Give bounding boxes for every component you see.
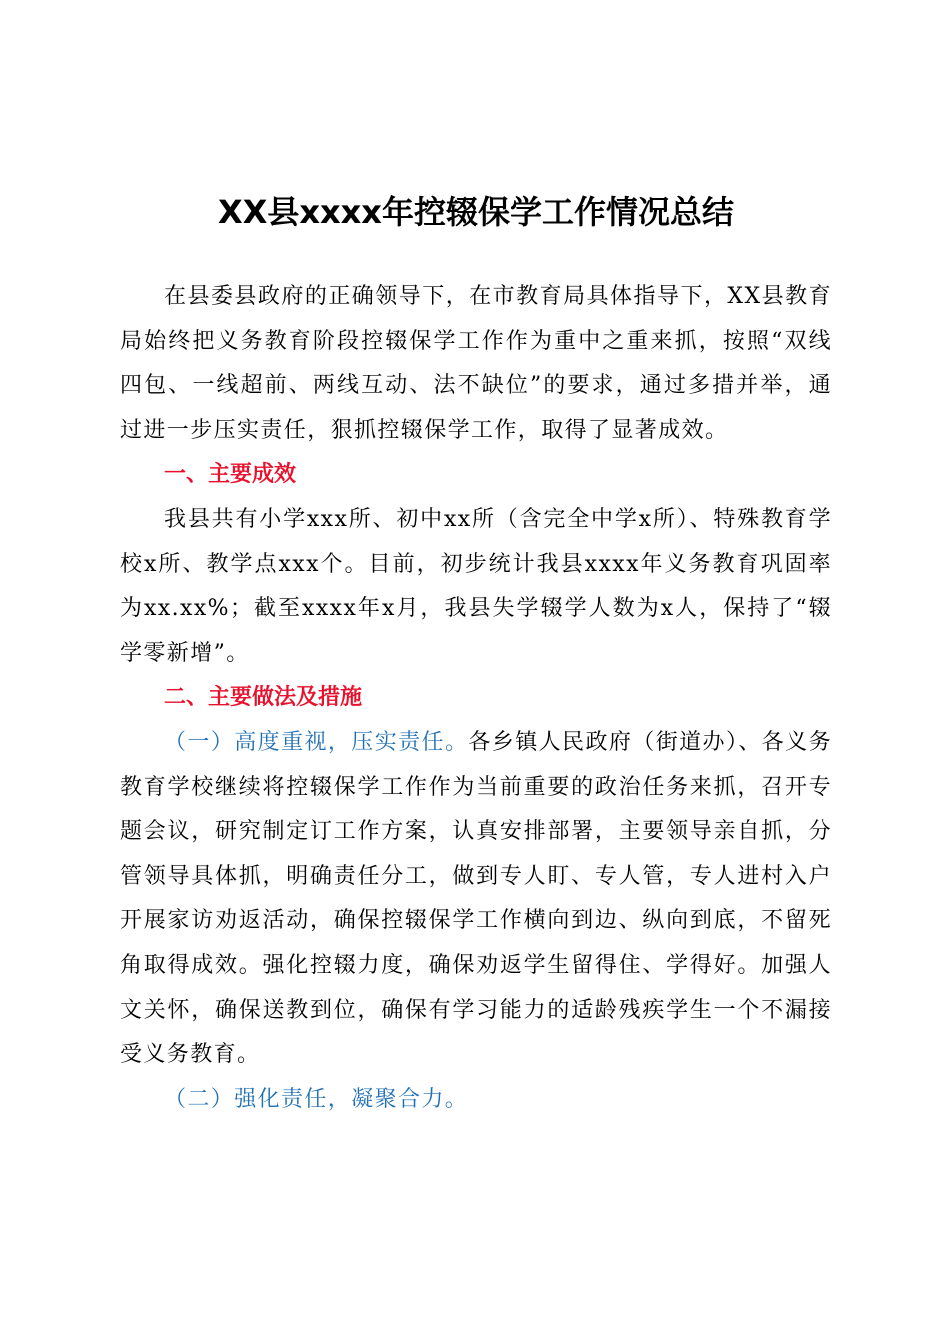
subheading-attach-importance: （一）高度重视，压实责任。 xyxy=(164,729,469,755)
section-heading-main-results: 一、主要成效 xyxy=(164,462,297,488)
measures-body-1: 各乡镇人民政府（街道办）、各义务教育学校继续将控辍保学工作作为当前重要的政治任务来抓，召开专题会议，研究制定订工作方案，认真安排部署，主要领导亲自抓，分管领导具体抓，明确责任分工，做到专人盯、专人管，专人进村入户开展家访劝返活动，确保控辍保学工作横向到边、纵向到底，不留死角取得成效。强化控辍力度，确保劝返学生留得住、学得好。加强人文关怀，确保送教到位，确保有学习能力的适龄残疾学生一个不漏接受义务教育。 xyxy=(120,729,833,1068)
main-results-paragraph: 我县共有小学xxx所、初中xx所（含完全中学x所）、特殊教育学校x所、教学点xxx个。目前，初步统计我县xxxx年义务教育巩固率为xx.xx%；截至xxxx年x月，我县失学辍学人数为x人，保持了“辍学零新增”。 xyxy=(120,506,832,666)
document-page xyxy=(120,185,832,1122)
subheading-strengthen-responsibility: （二）强化责任，凝聚合力。 xyxy=(164,1086,469,1112)
measures-paragraph-2 xyxy=(120,1078,832,1123)
measures-paragraph-1 xyxy=(120,721,832,1078)
intro-paragraph: 在县委县政府的正确领导下，在市教育局具体指导下，XX县教育局始终把义务教育阶段控辍保学工作作为重中之重来抓，按照“双线四包、一线超前、两线互动、法不缺位”的要求，通过多措并举，通过进一步压实责任，狠抓控辍保学工作，取得了显著成效。 xyxy=(120,284,832,443)
section-heading-measures: 二、主要做法及措施 xyxy=(164,685,363,711)
document-title: XX县xxxx年控辍保学工作情况总结 xyxy=(218,193,734,231)
